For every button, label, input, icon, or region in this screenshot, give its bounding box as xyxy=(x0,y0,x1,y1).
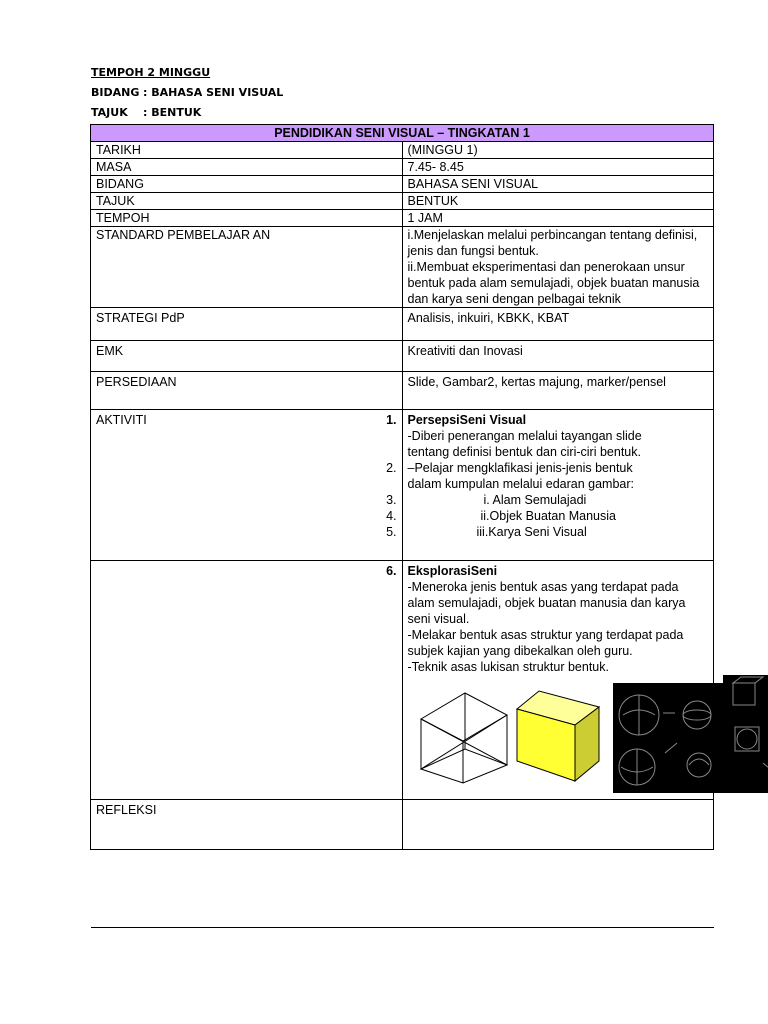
standard-line-2: ii.Membuat eksperimentasi dan penerokaan unsur bentuk pada alam semulajadi, objek buatan manusia dan karya seni dengan pelbagai teknik xyxy=(407,260,700,306)
row-label-aktiviti xyxy=(91,410,403,561)
row-label-masa: MASA xyxy=(91,159,403,176)
table-row xyxy=(91,410,714,561)
row-value-aktiviti xyxy=(402,410,714,561)
table-row xyxy=(91,210,714,227)
row-label-tajuk: TAJUK xyxy=(91,193,403,210)
activity-number-5: 5. xyxy=(386,525,397,539)
eksplorasi-line-3: -Teknik asas lukisan struktur bentuk. xyxy=(407,660,609,674)
table-row xyxy=(91,142,714,159)
header-bidang-label: BIDANG xyxy=(91,86,140,99)
table-row xyxy=(91,341,714,372)
aktiviti-line-1: -Diberi penerangan melalui tayangan slide tentang definisi bentuk dan ciri-ciri bentuk. xyxy=(407,429,642,459)
cube-structure-panel-icon xyxy=(723,675,768,793)
row-value-bidang: BAHASA SENI VISUAL xyxy=(402,176,714,193)
table-row xyxy=(91,176,714,193)
activity-number-4: 4. xyxy=(386,509,397,523)
lesson-plan-table xyxy=(90,124,714,850)
footer-rule xyxy=(91,927,714,928)
eksplorasi-line-2: -Melakar bentuk asas struktur yang terdapat pada subjek kajian yang dibekalkan oleh guru. xyxy=(407,628,684,658)
row-label-strategi: STRATEGI PdP xyxy=(91,308,403,341)
row-label-refleksi: REFLEKSI xyxy=(91,800,403,850)
activity-number-3: 3. xyxy=(386,493,397,507)
header-bidang-value: : BAHASA SENI VISUAL xyxy=(143,86,284,99)
eksplorasi-heading: EksplorasiSeni xyxy=(407,564,498,578)
figure-strip xyxy=(403,681,709,799)
table-row xyxy=(91,800,714,850)
row-label-bidang: BIDANG xyxy=(91,176,403,193)
table-row xyxy=(91,193,714,210)
header-tajuk xyxy=(91,106,201,119)
table-row xyxy=(91,159,714,176)
table-row xyxy=(91,561,714,800)
table-title: PENDIDIKAN SENI VISUAL – TINGKATAN 1 xyxy=(91,125,714,142)
header-tajuk-value: : BENTUK xyxy=(143,106,202,119)
row-value-tarikh: (MINGGU 1) xyxy=(402,142,714,159)
row-label-tarikh: TARIKH xyxy=(91,142,403,159)
row-value-refleksi xyxy=(402,800,714,850)
aktiviti-line-2: –Pelajar mengklafikasi jenis-jenis bentuk dalam kumpulan melalui edaran gambar: xyxy=(407,461,635,491)
aktiviti-item-2: ii.Objek Buatan Manusia xyxy=(480,509,616,523)
aktiviti-item-1: i. Alam Semulajadi xyxy=(483,493,587,507)
yellow-cube-icon xyxy=(513,689,603,785)
activity-number-1: 1. xyxy=(386,413,397,427)
standard-line-1: i.Menjelaskan melalui perbincangan tentang definisi, jenis dan fungsi bentuk. xyxy=(407,228,698,258)
row-label-emk: EMK xyxy=(91,341,403,372)
row-label-standard: STANDARD PEMBELAJAR AN xyxy=(91,227,403,308)
eksplorasi-line-1: -Meneroka jenis bentuk asas yang terdapat pada alam semulajadi, objek buatan manusia dan karya seni visual. xyxy=(407,580,686,626)
header-duration: TEMPOH 2 MINGGU xyxy=(91,66,211,79)
activity-number-2: 2. xyxy=(386,461,397,475)
row-value-standard xyxy=(402,227,714,308)
aktiviti-item-3: iii.Karya Seni Visual xyxy=(476,525,587,539)
row-value-masa: 7.45- 8.45 xyxy=(402,159,714,176)
table-row xyxy=(91,227,714,308)
row-label-eksplorasi xyxy=(91,561,403,800)
row-value-eksplorasi xyxy=(402,561,714,800)
table-row xyxy=(91,308,714,341)
wireframe-cube-icon xyxy=(417,689,511,785)
row-label-persediaan: PERSEDIAAN xyxy=(91,372,403,410)
header-tajuk-label: TAJUK xyxy=(91,106,128,119)
table-row xyxy=(91,372,714,410)
row-value-strategi: Analisis, inkuiri, KBKK, KBAT xyxy=(402,308,714,341)
row-value-emk: Kreativiti dan Inovasi xyxy=(402,341,714,372)
aktiviti-label: AKTIVITI xyxy=(96,413,147,427)
row-value-tajuk: BENTUK xyxy=(402,193,714,210)
header-bidang xyxy=(91,86,283,99)
aktiviti-heading: PersepsiSeni Visual xyxy=(407,413,527,427)
row-value-persediaan: Slide, Gambar2, kertas majung, marker/pensel xyxy=(402,372,714,410)
activity-number-6: 6. xyxy=(386,564,397,578)
row-label-tempoh: TEMPOH xyxy=(91,210,403,227)
sphere-structure-panel-icon xyxy=(613,683,725,793)
row-value-tempoh: 1 JAM xyxy=(402,210,714,227)
